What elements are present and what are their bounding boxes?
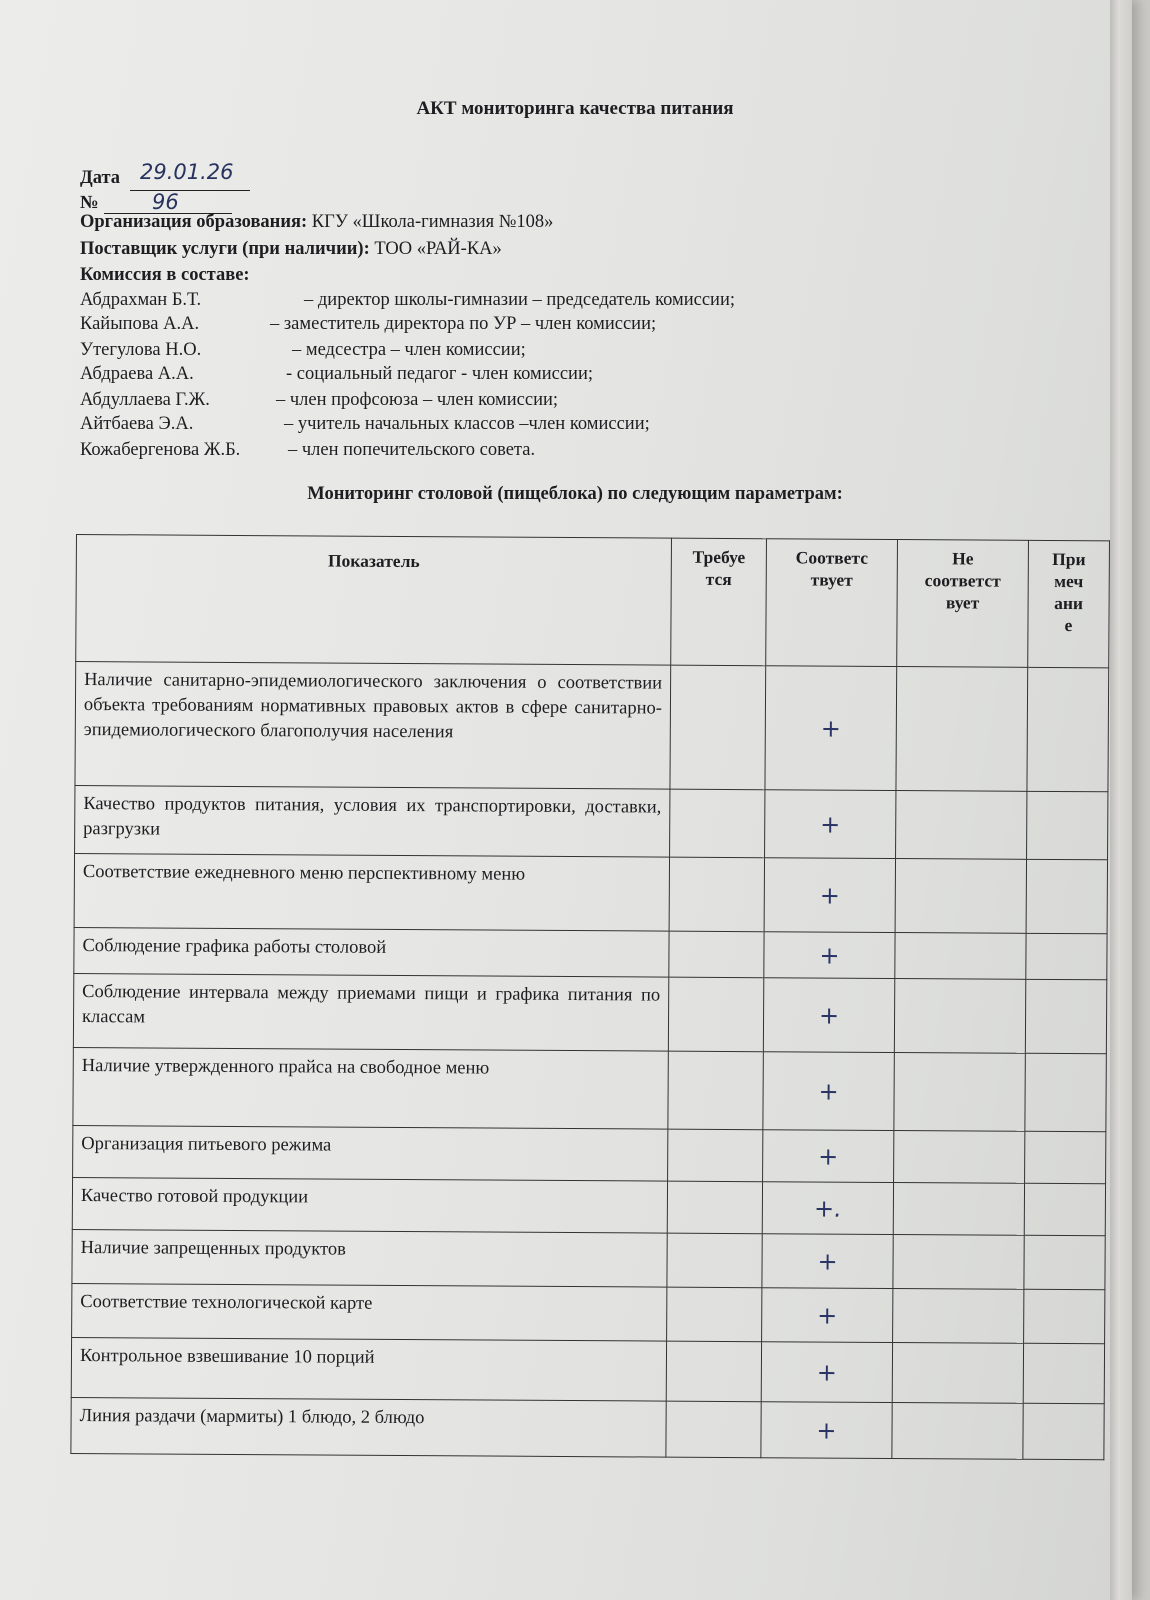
date-value: 29.01.26 (140, 160, 234, 184)
header-required: Требуе тся (671, 538, 767, 666)
date-label: Дата (80, 168, 121, 188)
complies-cell: +. (762, 1182, 893, 1235)
commission-member (80, 314, 657, 335)
member-role: – заместитель директора по УР – член комиссии; (270, 314, 657, 334)
commission-member (80, 414, 650, 435)
not-complies-cell (894, 979, 1025, 1054)
member-role: – член профсоюза – член комиссии; (276, 390, 559, 410)
required-cell (666, 1401, 761, 1458)
number-label: № (80, 193, 99, 213)
indicator-cell: Качество готовой продукции (72, 1177, 667, 1233)
member-role: – медсестра – член комиссии; (292, 340, 526, 360)
table-row (72, 1229, 1105, 1289)
required-cell (667, 1287, 762, 1342)
complies-cell: + (764, 858, 895, 933)
member-name: Кожабергенова Ж.Б. (80, 440, 241, 460)
header-not-complies: Не соответст вует (897, 540, 1029, 668)
note-cell (1025, 1053, 1106, 1131)
not-complies-cell (892, 1343, 1023, 1404)
note-cell (1027, 791, 1108, 859)
supplier-label: Поставщик услуги (при наличии): (80, 239, 370, 259)
complies-cell: + (763, 1130, 894, 1183)
required-cell (668, 1051, 763, 1130)
commission-member (80, 364, 594, 385)
member-name: Утегулова Н.О. (80, 340, 202, 360)
table-row (75, 785, 1108, 859)
note-cell (1027, 667, 1109, 791)
member-name: Кайыпова А.А. (80, 314, 200, 334)
required-cell (668, 1129, 763, 1182)
member-name: Айтбаева Э.А. (80, 414, 194, 434)
note-cell (1025, 979, 1106, 1053)
number-value: 96 (152, 190, 179, 214)
complies-cell: + (762, 1234, 893, 1289)
note-cell (1024, 1235, 1105, 1289)
not-complies-cell (893, 1289, 1024, 1344)
table-row (73, 1047, 1106, 1131)
date-line (80, 168, 120, 189)
table-row (74, 853, 1107, 933)
required-cell (670, 789, 765, 858)
not-complies-cell (893, 1235, 1024, 1290)
not-complies-cell (896, 667, 1028, 792)
indicator-cell: Контрольное взвешивание 10 порций (71, 1337, 666, 1401)
complies-cell: + (763, 1052, 894, 1131)
not-complies-cell (894, 1053, 1025, 1132)
table-row (71, 1397, 1104, 1459)
complies-cell: + (764, 932, 895, 979)
table-row (72, 1177, 1105, 1235)
complies-cell: + (765, 666, 897, 791)
note-cell (1024, 1183, 1105, 1235)
note-cell (1023, 1343, 1104, 1403)
monitoring-subtitle: Мониторинг столовой (пищеблока) по следующим параметрам: (307, 484, 843, 504)
commission-line (80, 265, 250, 286)
supplier-line (80, 239, 502, 260)
complies-cell: + (763, 978, 894, 1053)
note-cell (1023, 1403, 1104, 1459)
supplier-value: ТОО «РАЙ-КА» (374, 239, 502, 259)
member-role: – учитель начальных классов –член комиссии; (284, 414, 650, 434)
commission-member (80, 340, 526, 361)
not-complies-cell (896, 791, 1027, 860)
organization-value: КГУ «Школа-гимназия №108» (311, 212, 554, 232)
indicator-cell: Соблюдение графика работы столовой (74, 927, 669, 977)
indicator-cell: Организация питьевого режима (73, 1125, 668, 1181)
not-complies-cell (895, 859, 1026, 934)
member-name: Абдуллаева Г.Ж. (80, 390, 210, 410)
note-cell (1026, 859, 1107, 933)
table-row (73, 973, 1106, 1053)
indicator-cell: Наличие запрещенных продуктов (72, 1229, 667, 1287)
note-cell (1026, 933, 1107, 979)
required-cell (667, 1233, 762, 1288)
organization-line (80, 212, 553, 233)
date-underline (130, 190, 250, 191)
indicator-cell: Наличие санитарно-эпидемиологического заключения о соответствии объекта требованиям нормативных правовых актов в сфере санитарно-эпидемиологического благополучия населения (75, 662, 671, 790)
note-cell (1024, 1289, 1105, 1343)
member-name: Абдраева А.А. (80, 364, 194, 384)
header-indicator: Показатель (76, 535, 672, 666)
complies-cell: + (761, 1402, 892, 1459)
indicator-cell: Соблюдение интервала между приемами пищи и графика питания по классам (73, 973, 668, 1051)
required-cell (666, 1341, 761, 1402)
required-cell (667, 1181, 762, 1234)
member-role: – директор школы-гимназии – председатель комиссии; (304, 290, 735, 310)
header-complies: Соответс твует (766, 539, 898, 667)
indicator-cell: Линия раздачи (мармиты) 1 блюдо, 2 блюдо (71, 1397, 666, 1457)
header-note: При меч ани е (1028, 540, 1110, 667)
required-cell (669, 857, 764, 932)
not-complies-cell (894, 1131, 1025, 1184)
document-title: АКТ мониторинга качества питания (416, 98, 734, 119)
monitoring-table (70, 534, 1110, 1460)
required-cell (668, 977, 763, 1052)
indicator-cell: Соответствие технологической карте (72, 1283, 667, 1341)
indicator-cell: Качество продуктов питания, условия их транспортировки, доставки, разгрузки (75, 785, 670, 857)
commission-member (80, 390, 559, 411)
table-row (72, 1283, 1105, 1343)
complies-cell: + (761, 1342, 892, 1403)
table-row (75, 662, 1109, 792)
indicator-cell: Соответствие ежедневного меню перспективному меню (74, 853, 669, 931)
note-cell (1025, 1131, 1106, 1183)
required-cell (670, 665, 766, 790)
table-row (74, 927, 1107, 979)
complies-cell: + (762, 1288, 893, 1343)
commission-member (80, 290, 735, 311)
required-cell (669, 931, 764, 978)
not-complies-cell (893, 1183, 1024, 1236)
table-header-row (76, 535, 1110, 668)
member-role: – член попечительского совета. (288, 440, 536, 460)
organization-label: Организация образования: (80, 212, 308, 232)
commission-label: Комиссия в составе: (80, 265, 250, 285)
commission-member (80, 440, 536, 461)
table-row (71, 1337, 1104, 1403)
number-line (80, 193, 99, 214)
not-complies-cell (892, 1403, 1023, 1460)
table-row (73, 1125, 1106, 1183)
not-complies-cell (895, 933, 1026, 980)
indicator-cell: Наличие утвержденного прайса на свободное меню (73, 1047, 668, 1129)
member-name: Абдрахман Б.Т. (80, 290, 202, 310)
paper-edge (1110, 0, 1132, 1600)
complies-cell: + (765, 790, 896, 859)
member-role: - социальный педагог - член комиссии; (286, 364, 594, 384)
